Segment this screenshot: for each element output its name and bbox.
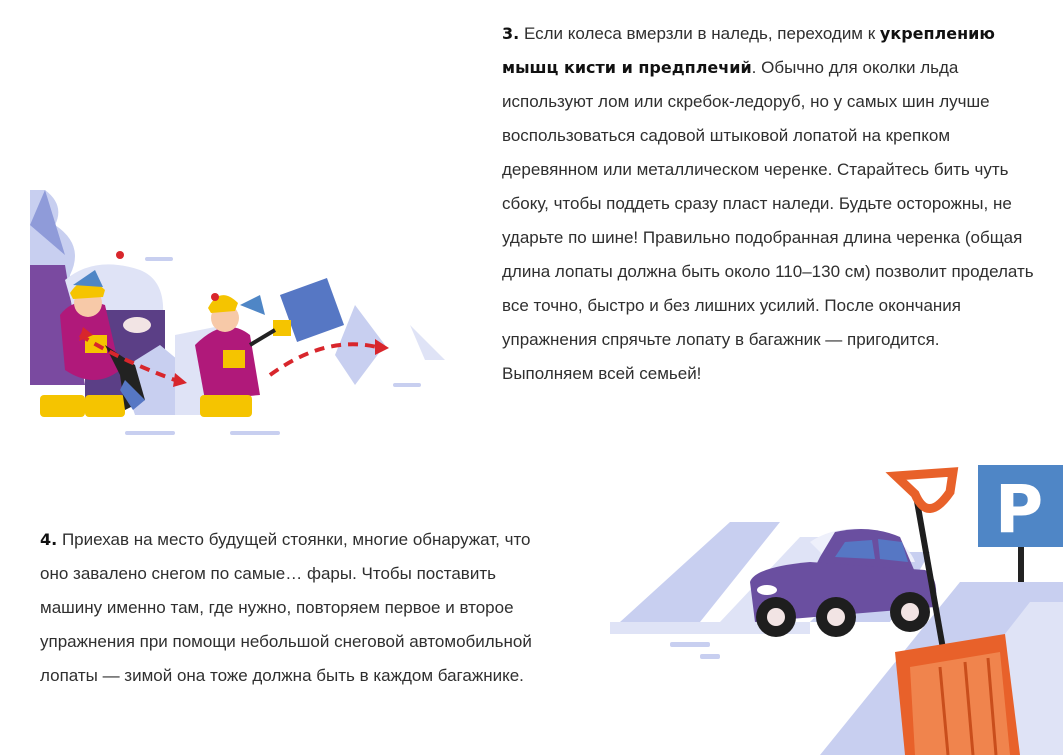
paragraph-step-4: [40, 523, 550, 693]
ice-shard: [410, 325, 445, 360]
snow-dash: [393, 383, 421, 387]
step-4-text: Приехав на место будущей стоянки, многие обнаружат, что оно завалено снегом по самые… фары. Чтобы поставить машину именно там, где нужно, повторяем первое и второе упражнения при помощи небольшой снеговой автомобильной лопаты — зимой она тоже должна быть в каждом багажнике.: [40, 530, 532, 685]
rock-highlight: [123, 317, 151, 333]
snow-dash: [230, 431, 280, 435]
snow-shovel-icon: [895, 634, 1020, 755]
snow-dash: [145, 257, 173, 261]
shovel-grip: [896, 472, 953, 509]
snow-dash: [125, 431, 175, 435]
parking-sign-letter: P: [994, 471, 1044, 548]
parking-sign-icon: [978, 465, 1063, 582]
step-3-text-body: . Обычно для околки льда используют лом или скребок-ледоруб, но у самых шин лучше воспользоваться садовой штыковой лопатой на крепком деревянном или металлическом черенке. Старайтесь бить чуть сбоку, чтобы поддеть сразу пласт наледи. Будьте осторожны, не ударьте по шине! Правильно подобранная длина черенка (общая длина лопаты должна быть около 110–130 см) позволит проделать все точно, быстро и без лишних усилий. После окончания упражнения спрячьте лопату в багажник — пригодится. Выполняем всей семьей!: [502, 58, 1034, 383]
step-number-3: 3.: [502, 24, 520, 43]
paragraph-step-3: [502, 17, 1034, 391]
people-shoveling-illustration: [25, 185, 450, 435]
car-icon: [750, 529, 936, 637]
step-3-highlight: укреплению мышц кисти и предплечий: [502, 24, 995, 77]
step-3-text-intro: Если колеса вмерзли в наледь, переходим к: [523, 24, 876, 43]
person-right: [195, 293, 291, 417]
car-parking-snow-illustration: [610, 462, 1063, 755]
step-number-4: 4.: [40, 530, 58, 549]
